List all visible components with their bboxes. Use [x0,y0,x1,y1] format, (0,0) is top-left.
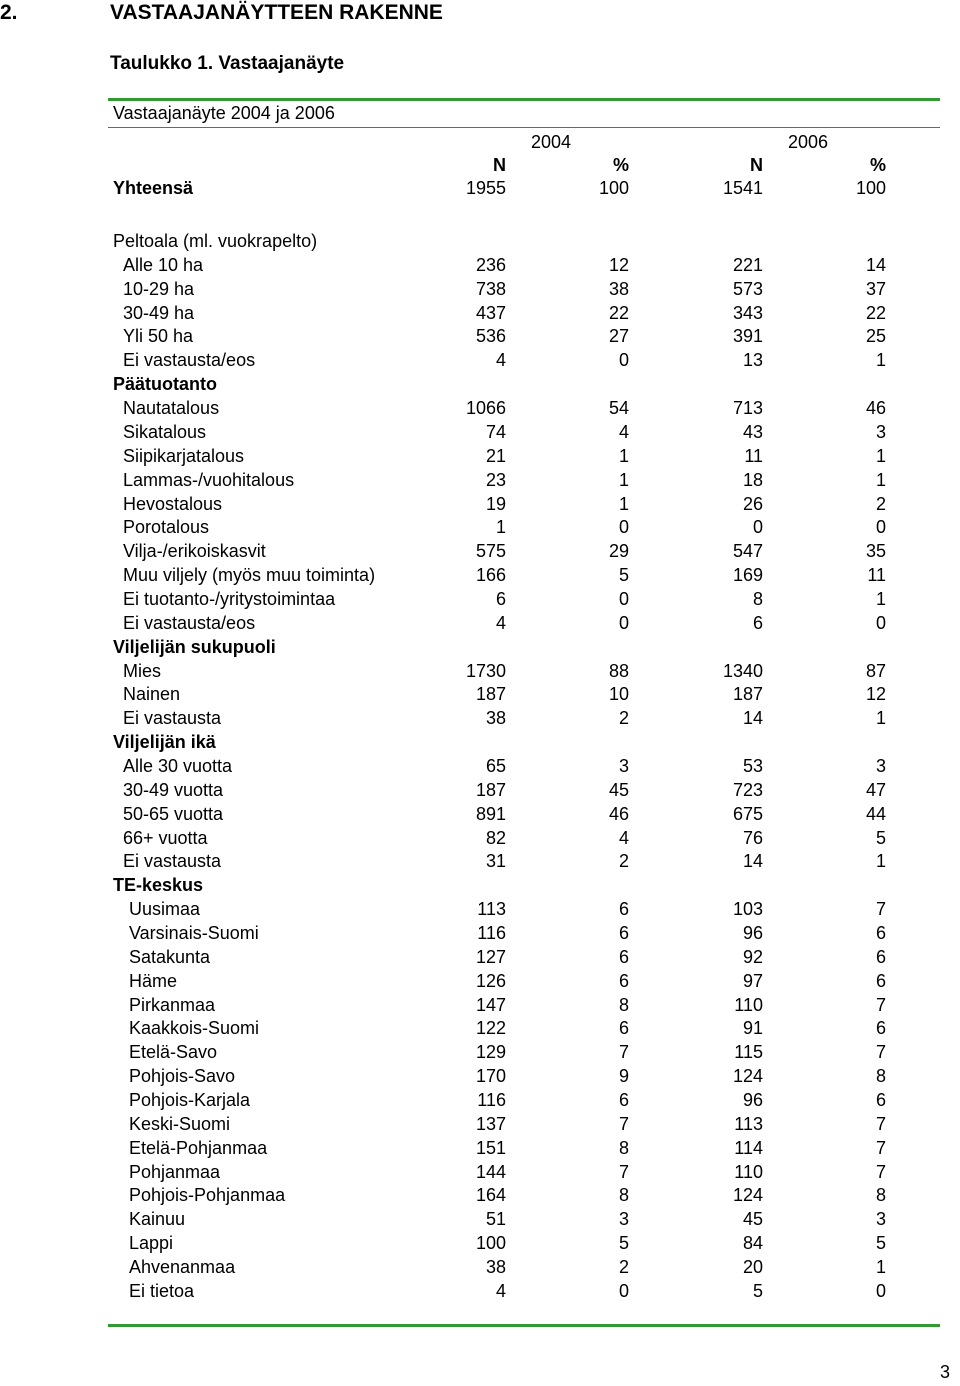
table-row [0,659,960,683]
table-row [0,993,960,1017]
cell-pct-2006: 6 [875,1090,886,1110]
row-label: Ei vastausta [123,708,222,729]
cell-pct-2006: 7 [875,1161,886,1182]
cell-n-2006: 1340 [722,660,763,681]
cell-pct-2006: 22 [865,302,886,323]
cell-n-2006: 124 [732,1185,763,1206]
cell-n-2004: 1066 [465,398,506,418]
cell-n-2006: 0 [752,517,763,538]
cell-n-2006: 13 [742,350,763,371]
cell-n-2004: 236 [475,254,506,275]
cell-n-2004: 6 [495,588,506,609]
row-label: Pohjois-Savo [129,1066,236,1087]
cell-n-2006: 169 [732,565,763,585]
cell-n-2004: 891 [475,803,506,824]
table-row [0,1207,960,1231]
cell-pct-2004: 7 [618,1113,629,1134]
cell-pct-2004: 10 [608,684,629,705]
table-row [0,515,960,539]
total-row [0,176,960,200]
cell-pct-2006: 87 [865,660,886,681]
cell-pct-2006: 0 [875,517,886,538]
table-row [0,1064,960,1088]
cell-n-2006: 547 [732,541,763,562]
table-row [0,492,960,516]
cell-pct-2006: 1 [875,445,886,466]
table-title: Vastaajanäyte 2004 ja 2006 [113,103,335,123]
cell-pct-2004: 1 [618,445,629,466]
cell-pct-2004: 1 [618,469,629,490]
cell-n-2006: 76 [742,827,763,848]
row-label: Yli 50 ha [123,326,194,347]
cell-n-2004: 116 [477,922,506,943]
cell-n-2004: 4 [495,350,506,371]
section-label: Peltoala (ml. vuokrapelto) [113,231,318,251]
cell-pct-2006: 47 [865,779,886,800]
row-label: Kaakkois-Suomi [129,1018,260,1039]
total-label: Yhteensä [113,178,194,198]
cell-n-2004: 129 [475,1042,506,1063]
cell-pct-2006: 0 [875,1280,886,1301]
table-top-rule [108,98,940,101]
row-label: Varsinais-Suomi [129,922,259,943]
row-label: Pohjanmaa [129,1161,221,1182]
table-row [0,1279,960,1303]
cell-n-2006: 18 [742,469,763,490]
cell-n-2004: 113 [477,899,506,920]
row-label: Ei vastausta/eos [123,350,256,371]
table-section-row [0,730,960,754]
cell-n-2006: 713 [732,398,763,418]
cell-n-2006: 124 [732,1066,763,1087]
cell-n-2004: 4 [495,1280,506,1301]
cell-n-2004: 187 [475,684,506,705]
row-label: Alle 10 ha [123,254,204,275]
cell-pct-2004: 7 [618,1161,629,1182]
section-label: Viljelijän ikä [113,732,216,753]
cell-pct-2006: 46 [865,398,886,418]
cell-n-2004: 127 [475,946,506,967]
page-number: 3 [940,1362,951,1382]
row-label: Vilja-/erikoiskasvit [123,541,266,562]
table-section-row [0,372,960,396]
table-row [0,897,960,921]
table-row [0,324,960,348]
cell-pct-2004: 2 [618,1257,629,1277]
cell-n-2004: 31 [485,851,506,872]
table-row [0,778,960,802]
row-label: Muu viljely (myös muu toiminta) [123,565,376,585]
cell-n-2006: 110 [734,994,763,1015]
cell-pct-2004: 6 [618,946,629,967]
table-row [0,253,960,277]
section-heading [0,1,443,25]
cell-n-2006: 187 [732,684,763,705]
row-label: Nainen [123,684,181,705]
cell-pct-2004: 3 [618,1209,629,1230]
cell-n-2006: 391 [732,326,763,347]
cell-pct-2004: 45 [608,779,629,800]
cell-n-2004: 100 [475,1233,506,1254]
cell-n-2006: 91 [742,1018,763,1039]
row-label: Lammas-/vuohitalous [123,469,295,490]
cell-n-2006: 115 [734,1042,763,1063]
section-title: VASTAAJANÄYTTEEN RAKENNE [110,1,443,24]
cell-pct-2006: 7 [875,1137,886,1158]
year-header-2006: 2006 [788,132,829,152]
cell-pct-2004: 38 [608,278,629,299]
cell-n-2006: 43 [742,421,763,442]
cell-n-2006: 96 [742,922,763,943]
cell-n-2006: 97 [742,970,763,991]
cell-n-2006: 92 [742,946,763,967]
row-label: Sikatalous [123,421,207,442]
cell-pct-2006: 8 [875,1185,886,1206]
cell-pct-2004: 0 [618,350,629,371]
row-label: Ei tuotanto-/yritystoimintaa [123,588,336,609]
cell-pct-2006: 1 [875,708,886,729]
cell-pct-2004: 8 [618,1185,629,1206]
section-label: TE-keskus [113,875,204,896]
table-row [0,1136,960,1160]
cell-pct-2004: 0 [618,517,629,538]
row-label: 30-49 vuotta [123,779,224,800]
cell-n-2006: 675 [732,803,763,824]
cell-pct-2006: 7 [875,1113,886,1134]
cell-pct-2006: 6 [875,922,886,943]
table-row [0,277,960,301]
cell-pct-2006: 5 [875,827,886,848]
cell-n-2006: 96 [742,1090,763,1110]
cell-n-2004: 137 [475,1113,506,1134]
cell-pct-2006: 2 [875,493,886,514]
table-row [0,754,960,778]
row-label: Ei vastausta [123,851,222,872]
cell-n-2006: 5 [752,1280,763,1301]
cell-pct-2006: 3 [875,1209,886,1230]
row-label: Etelä-Savo [129,1042,218,1063]
cell-pct-2004: 6 [618,970,629,991]
cell-n-2004: 437 [475,302,506,323]
cell-n-2004: 65 [485,755,506,776]
table-row [0,468,960,492]
cell-pct-2004: 5 [618,1233,629,1254]
cell-n-2006: 8 [752,588,763,609]
row-label: Pirkanmaa [129,994,216,1015]
year-header-2004: 2004 [531,132,572,152]
cell-pct-2006: 12 [865,684,886,705]
cell-pct-2004: 4 [618,827,629,848]
column-header-pct-2004: % [612,155,629,175]
table-row [0,1183,960,1207]
cell-n-2004: 23 [485,469,506,490]
cell-n-2006: 221 [732,254,763,275]
cell-pct-2006: 1 [875,469,886,490]
table-row [0,682,960,706]
cell-n-2006: 84 [742,1233,763,1254]
cell-n-2004: 738 [475,278,506,299]
row-label: Porotalous [123,517,210,538]
cell-pct-2006: 0 [875,612,886,633]
row-label: Häme [129,970,178,991]
table-row [0,826,960,850]
table-row [0,301,960,325]
cell-n-2004: 166 [475,565,506,585]
cell-pct-2004: 0 [618,588,629,609]
table-row [0,420,960,444]
cell-n-2006: 53 [742,755,763,776]
cell-pct-2004: 8 [618,994,629,1015]
cell-pct-2004: 1 [618,493,629,514]
table-section-row [0,229,960,253]
table-bottom-rule [108,1324,940,1327]
cell-n-2004: 151 [475,1137,506,1158]
row-label: Pohjois-Karjala [129,1090,251,1110]
cell-n-2006: 573 [732,278,763,299]
cell-pct-2004: 0 [618,612,629,633]
column-header-pct-2006: % [869,155,886,175]
cell-n-2004: 38 [485,1257,506,1277]
cell-n-2004: 126 [475,970,506,991]
row-label: Etelä-Pohjanmaa [129,1137,268,1158]
cell-pct-2006: 35 [865,541,886,562]
table-row [0,969,960,993]
cell-pct-2004: 0 [618,1280,629,1301]
cell-pct-2006: 6 [875,970,886,991]
cell-n-2004: 170 [475,1066,506,1087]
total-pct-2006: 100 [855,178,886,198]
cell-n-2004: 1 [495,517,506,538]
cell-n-2006: 14 [742,851,763,872]
cell-pct-2004: 5 [618,565,629,585]
table-row [0,348,960,372]
cell-n-2004: 147 [475,994,506,1015]
table-row [0,539,960,563]
row-label: Satakunta [129,946,211,967]
section-number: 2. [0,1,18,24]
cell-n-2004: 122 [475,1018,506,1039]
row-label: Ei tietoa [129,1280,195,1301]
table-section-row [0,873,960,897]
row-label: Pohjois-Pohjanmaa [129,1185,286,1206]
cell-pct-2006: 7 [875,994,886,1015]
column-header-n-2004: N [493,155,506,175]
row-label: Kainuu [129,1209,186,1230]
cell-n-2004: 4 [495,612,506,633]
table-row [0,563,960,587]
row-label: 66+ vuotta [123,827,208,848]
cell-pct-2006: 37 [865,278,886,299]
row-label: Alle 30 vuotta [123,755,233,776]
row-label: 10-29 ha [123,278,195,299]
table-row [0,396,960,420]
cell-pct-2004: 46 [608,803,629,824]
total-n-2004: 1955 [465,178,506,198]
cell-n-2004: 187 [475,779,506,800]
cell-pct-2006: 14 [865,254,886,275]
cell-n-2004: 51 [485,1209,506,1230]
cell-n-2006: 26 [742,493,763,514]
cell-n-2006: 114 [734,1137,763,1158]
cell-n-2006: 14 [742,708,763,729]
cell-pct-2004: 3 [618,755,629,776]
table-caption: Taulukko 1. Vastaajanäyte [110,53,345,74]
cell-pct-2004: 88 [608,660,629,681]
cell-pct-2004: 2 [618,708,629,729]
section-label: Viljelijän sukupuoli [113,636,276,657]
section-label: Päätuotanto [113,374,218,395]
cell-n-2004: 38 [485,708,506,729]
cell-pct-2006: 1 [875,588,886,609]
cell-pct-2004: 7 [618,1042,629,1063]
cell-pct-2004: 4 [618,421,629,442]
table-row [0,945,960,969]
table-row [0,1255,960,1279]
cell-pct-2006: 11 [867,565,886,585]
table-row [0,1231,960,1255]
cell-n-2004: 21 [485,445,506,466]
cell-pct-2004: 12 [608,254,629,275]
cell-pct-2004: 2 [618,851,629,872]
cell-pct-2006: 1 [875,1257,886,1277]
cell-pct-2004: 6 [618,1090,629,1110]
cell-pct-2006: 6 [875,946,886,967]
cell-pct-2006: 7 [875,1042,886,1063]
cell-pct-2004: 8 [618,1137,629,1158]
row-label: Mies [123,660,162,681]
cell-pct-2004: 22 [608,302,629,323]
cell-pct-2004: 6 [618,922,629,943]
row-label: Hevostalous [123,493,223,514]
row-label: Uusimaa [129,899,201,920]
cell-n-2006: 11 [744,445,763,466]
row-label: Ahvenanmaa [129,1257,236,1277]
table-row [0,1160,960,1184]
table-header-rule [108,127,940,128]
table-row [0,921,960,945]
table-row [0,849,960,873]
cell-n-2006: 723 [732,779,763,800]
cell-n-2006: 110 [734,1161,763,1182]
table-row [0,611,960,635]
table-row [0,1016,960,1040]
cell-pct-2006: 5 [875,1233,886,1254]
cell-pct-2006: 3 [875,755,886,776]
table-row [0,802,960,826]
cell-n-2004: 19 [485,493,506,514]
cell-pct-2004: 9 [618,1066,629,1087]
cell-pct-2004: 6 [618,899,629,920]
cell-n-2006: 6 [752,612,763,633]
cell-n-2006: 45 [742,1209,763,1230]
cell-n-2006: 103 [732,899,763,920]
total-pct-2004: 100 [598,178,629,198]
cell-pct-2006: 7 [875,899,886,920]
cell-pct-2006: 1 [875,350,886,371]
cell-n-2004: 536 [475,326,506,347]
cell-pct-2004: 29 [608,541,629,562]
cell-pct-2004: 27 [608,326,629,347]
cell-pct-2006: 8 [875,1066,886,1087]
cell-n-2004: 164 [475,1185,506,1206]
cell-n-2004: 575 [475,541,506,562]
table-row [0,706,960,730]
row-label: Keski-Suomi [129,1113,231,1134]
cell-pct-2006: 3 [875,421,886,442]
cell-n-2006: 20 [742,1257,763,1277]
table-row [0,444,960,468]
cell-pct-2006: 1 [875,851,886,872]
row-label: 50-65 vuotta [123,803,224,824]
row-label: Ei vastausta/eos [123,612,256,633]
row-label: Siipikarjatalous [123,445,245,466]
row-label: Lappi [129,1233,174,1254]
total-n-2006: 1541 [722,178,763,198]
table-row [0,587,960,611]
cell-pct-2006: 6 [875,1018,886,1039]
cell-n-2004: 116 [477,1090,506,1110]
table-section-row [0,635,960,659]
cell-n-2006: 113 [734,1113,763,1134]
cell-n-2006: 343 [732,302,763,323]
column-header-n-2006: N [750,155,763,175]
cell-pct-2004: 6 [618,1018,629,1039]
cell-n-2004: 74 [485,421,506,442]
cell-n-2004: 144 [475,1161,506,1182]
cell-pct-2006: 44 [865,803,886,824]
cell-pct-2004: 54 [608,398,629,418]
row-label: Nautatalous [123,398,220,418]
cell-pct-2006: 25 [865,326,886,347]
table-row [0,1040,960,1064]
row-label: 30-49 ha [123,302,195,323]
column-header-row [0,154,960,176]
cell-n-2004: 82 [485,827,506,848]
cell-n-2004: 1730 [465,660,506,681]
table-row [0,1088,960,1112]
table-row [0,1112,960,1136]
